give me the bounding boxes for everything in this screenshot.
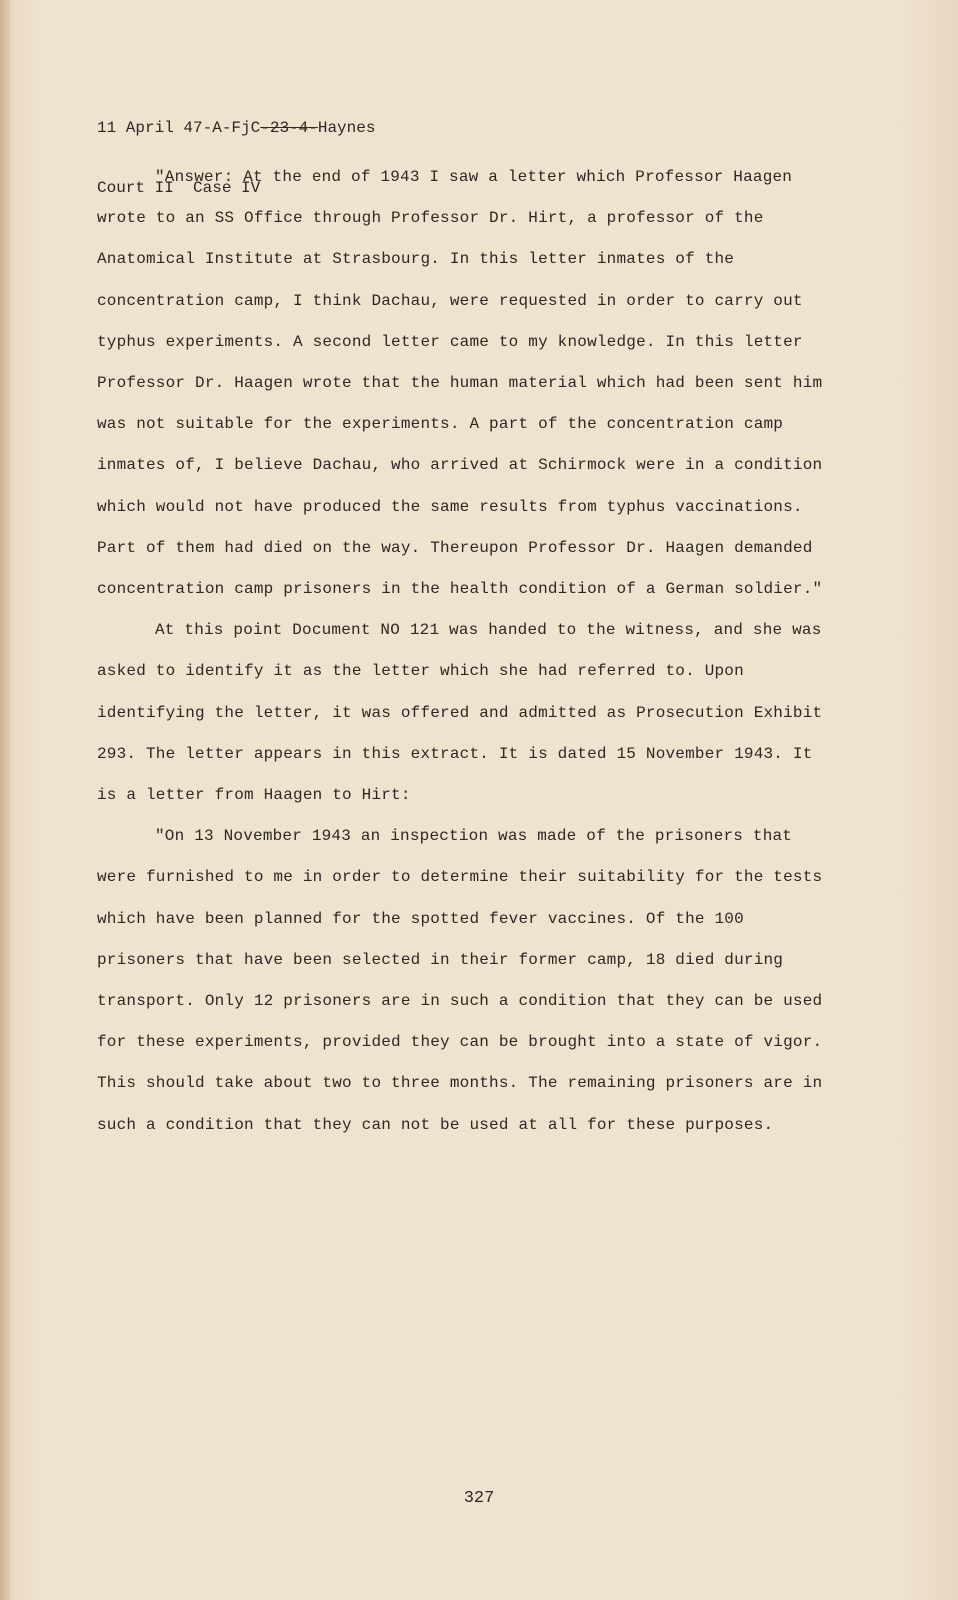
paragraph-letter-quote: "On 13 November 1943 an inspection was made of the prisoners that were furnished to me in order to determine their suitability for the tests which have been planned for the spotted fever vaccines. Of the 100 prisoners that have been selected in their former camp, 18 died during transport. Only 12 prisoners are in such a condition that they can be used for these experiments, provided they can be brought into a state of vigor. This should take about two to three months. The remaining prisoners are in such a condition that they can not be used at all for these purposes. (97, 827, 823, 1134)
header-date-code: 11 April 47-A-FjC (97, 119, 261, 137)
header-reporter: Haynes (317, 119, 376, 137)
paragraph-exhibit: At this point Document NO 121 was handed to the witness, and she was asked to identify it as the letter which she had referred to. Upon identifying the letter, it was offered and admitted as Prosecution Exhibit 293. The letter appears in this extract. It is dated 15 November 1943. It is a letter from Haagen to Hirt: (97, 621, 823, 805)
document-body (97, 157, 837, 1146)
paper-edge (0, 0, 10, 1600)
page-number: 327 (463, 1489, 495, 1508)
header-line-2: Court II Case IV (97, 179, 261, 197)
header-struck-code: -23-4- (260, 119, 318, 137)
paragraph-answer: "Answer: At the end of 1943 I saw a letter which Professor Haagen wrote to an SS Office through Professor Dr. Hirt, a professor of the Anatomical Institute at Strasbourg. In this letter inmates of the concentration camp, I think Dachau, were requested in order to carry out typhus experiments. A second letter came to my knowledge. In this letter Professor Dr. Haagen wrote that the human material which had been sent him was not suitable for the experiments. A part of the concentration camp inmates of, I believe Dachau, who arrived at Schirmock were in a condition which would not have produced the same results from typhus vaccinations. Part of them had died on the way. Thereupon Professor Dr. Haagen demanded concentration camp prisoners in the health condition of a German soldier." (97, 168, 823, 599)
header-line-1 (97, 118, 375, 138)
